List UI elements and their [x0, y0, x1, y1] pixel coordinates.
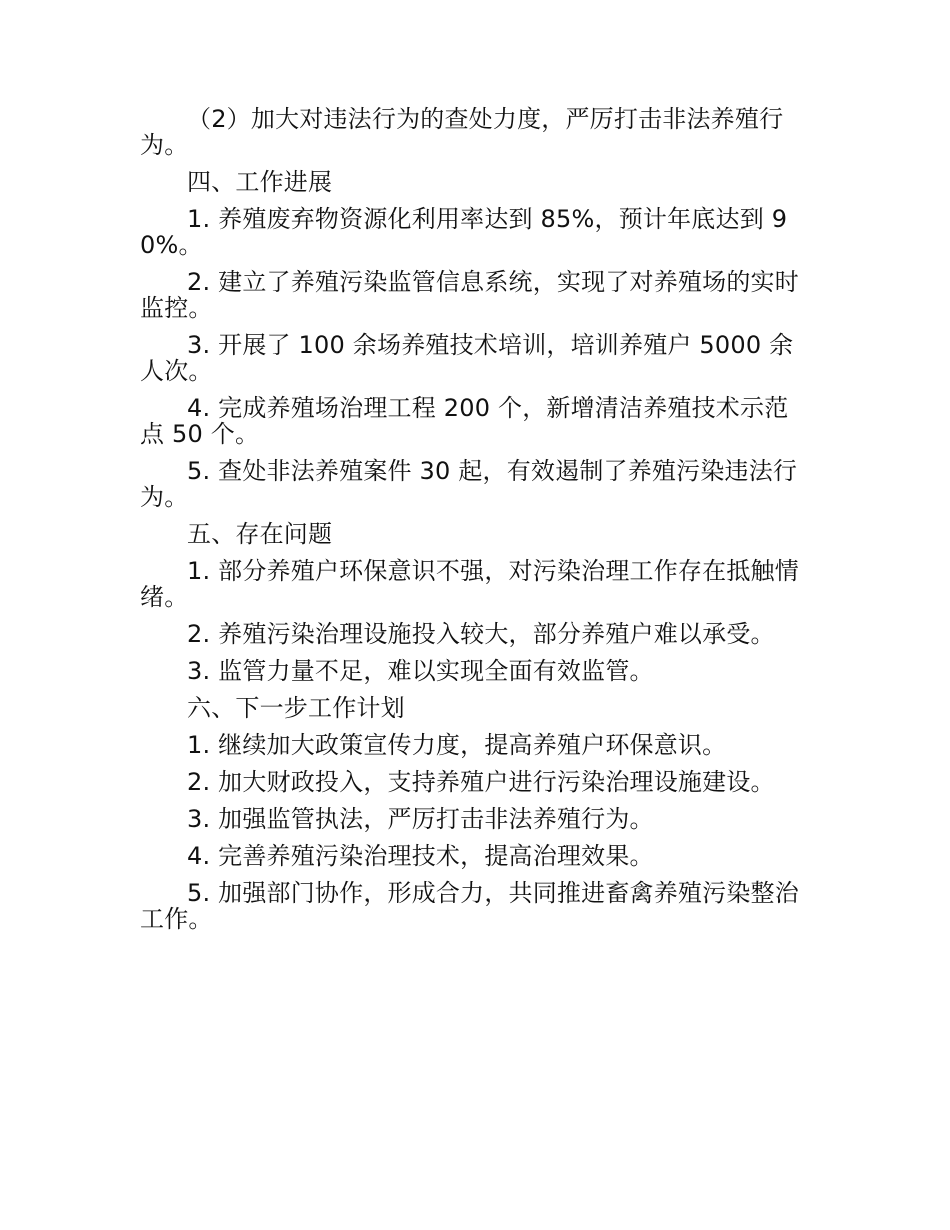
section-heading-progress: 四、工作进展 [187, 168, 333, 196]
progress-item: 4. 完成养殖场治理工程 200 个，新增清洁养殖技术示范点 50 个。 [140, 394, 789, 448]
problem-item: 3. 监管力量不足，难以实现全面有效监管。 [187, 657, 654, 685]
document-body [140, 106, 812, 943]
section-heading-next-plan: 六、下一步工作计划 [187, 694, 405, 722]
problem-item: 1. 部分养殖户环保意识不强，对污染治理工作存在抵触情绪。 [140, 557, 799, 611]
plan-item: 4. 完善养殖污染治理技术，提高治理效果。 [187, 842, 654, 870]
progress-item: 3. 开展了 100 余场养殖技术培训，培训养殖户 5000 余人次。 [140, 331, 794, 385]
progress-item: 2. 建立了养殖污染监管信息系统，实现了对养殖场的实时监控。 [140, 268, 799, 322]
plan-item: 5. 加强部门协作，形成合力，共同推进畜禽养殖污染整治工作。 [140, 879, 799, 933]
progress-item: 1. 养殖废弃物资源化利用率达到 85%，预计年底达到 90%。 [140, 205, 788, 259]
plan-item: 1. 继续加大政策宣传力度，提高养殖户环保意识。 [187, 731, 727, 759]
intro-item: （2）加大对违法行为的查处力度，严厉打击非法养殖行为。 [140, 105, 784, 159]
problem-item: 2. 养殖污染治理设施投入较大，部分养殖户难以承受。 [187, 620, 775, 648]
section-heading-problems: 五、存在问题 [187, 520, 333, 548]
progress-item: 5. 查处非法养殖案件 30 起，有效遏制了养殖污染违法行为。 [140, 457, 798, 511]
plan-item: 2. 加大财政投入，支持养殖户进行污染治理设施建设。 [187, 768, 775, 796]
plan-item: 3. 加强监管执法，严厉打击非法养殖行为。 [187, 805, 654, 833]
